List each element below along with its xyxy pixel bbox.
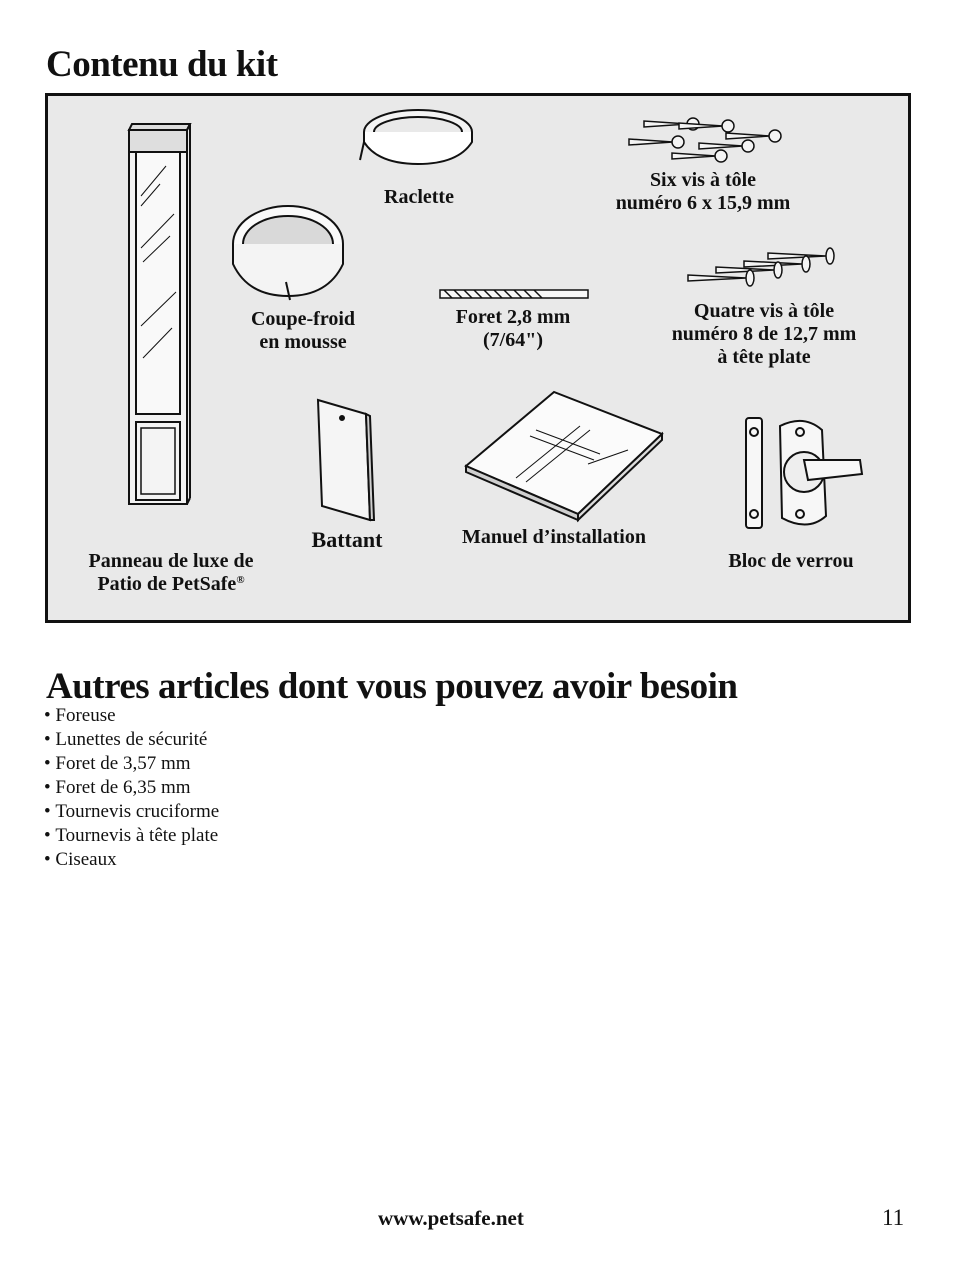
other-items-heading: Autres articles dont vous pouvez avoir besoin [46,666,738,707]
list-item: • Tournevis à tête plate [44,824,219,848]
registered-mark: ® [236,574,245,586]
list-item: • Foreuse [44,704,219,728]
drill-bit-illustration [440,290,588,298]
patio-panel-illustration [129,124,190,504]
foam-label-line2: en mousse [259,331,347,353]
manual-label: Manuel d’installation [462,526,646,548]
drill-bit-label-line1: Foret 2,8 mm [455,306,571,328]
manual-illustration [466,392,662,520]
page-number: 11 [882,1205,905,1230]
six-screws-label [592,169,814,215]
drill-bit-label [430,306,596,352]
squeegee-illustration [360,110,472,164]
panel-label [64,550,278,596]
foam-label-line1: Coupe-froid [250,308,356,330]
foam-label [230,308,376,354]
lock-block-label: Bloc de verrou [728,550,854,572]
six-screws-illustration [629,118,781,162]
four-screws-label-line3: à tête plate [717,346,811,368]
footer-url: www.petsafe.net [378,1206,524,1230]
squeegee-label: Raclette [384,186,454,208]
four-screws-illustration [688,248,834,286]
four-screws-label [644,300,884,369]
foam-weatherstrip-illustration [233,206,343,300]
drill-bit-label-line2: (7/64") [483,329,543,351]
panel-label-line2: Patio de PetSafe® [97,573,245,595]
panel-label-line1: Panneau de luxe de [88,550,254,572]
kit-contents-heading: Contenu du kit [46,44,278,85]
other-items-list [44,704,219,872]
list-item: • Lunettes de sécurité [44,728,219,752]
list-item: • Foret de 3,57 mm [44,752,219,776]
four-screws-label-line2: numéro 8 de 12,7 mm [671,323,857,345]
four-screws-label-line1: Quatre vis à tôle [693,300,835,322]
kit-contents-box [45,93,911,623]
six-screws-label-line1: Six vis à tôle [649,169,757,191]
lock-block-illustration [746,418,862,528]
list-item: • Ciseaux [44,848,219,872]
flap-label: Battant [311,527,383,552]
six-screws-label-line2: numéro 6 x 15,9 mm [615,192,791,214]
list-item: • Foret de 6,35 mm [44,776,219,800]
list-item: • Tournevis cruciforme [44,800,219,824]
flap-illustration [318,400,374,520]
